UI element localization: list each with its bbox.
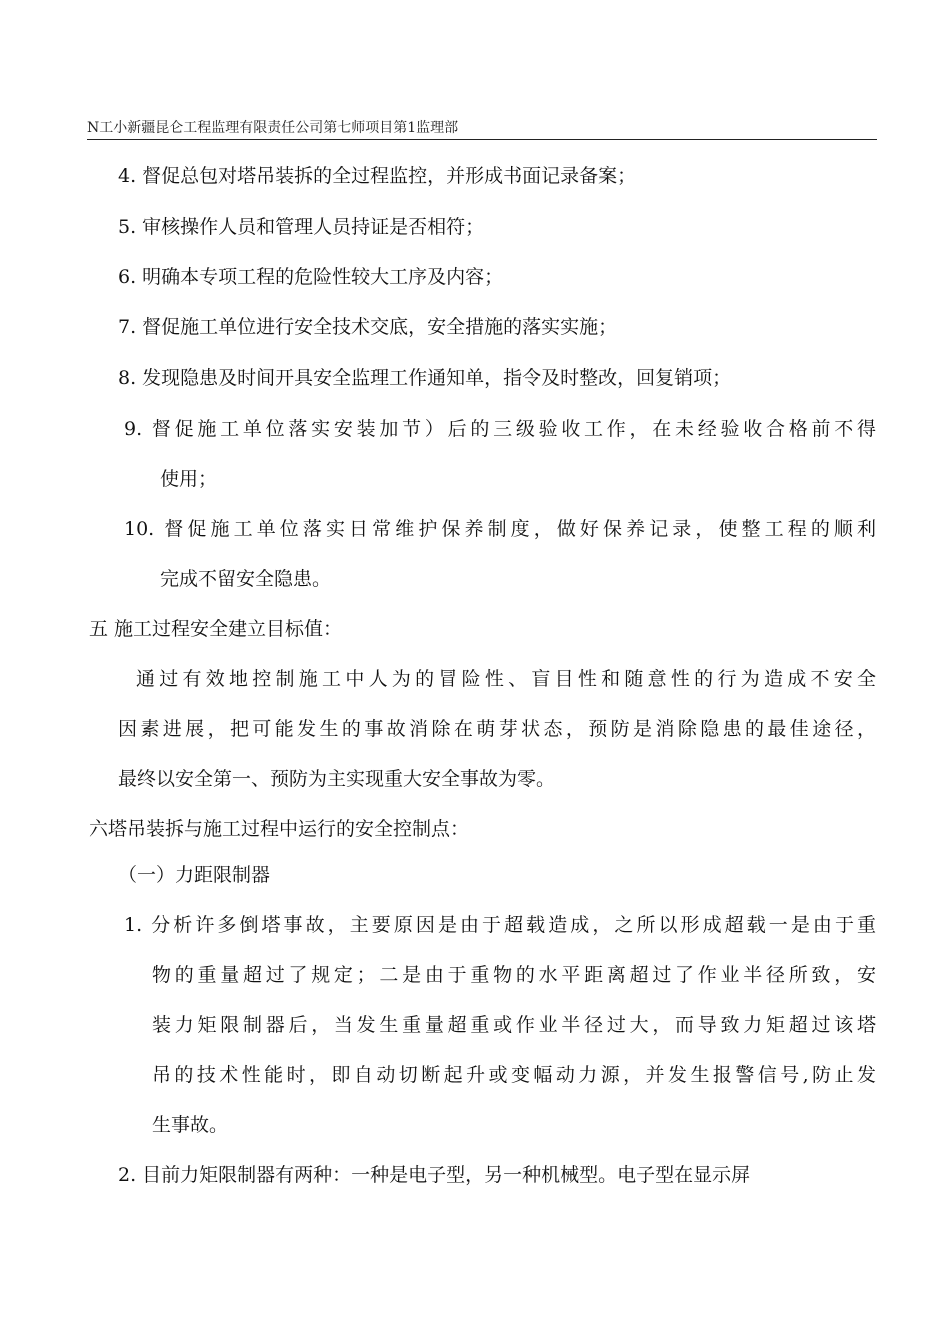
section-6-item-1-line-4: 吊的技术性能时，即自动切断起升或变幅动力源，并发生报警信号,防止发 [152,1064,876,1086]
section-6-item-1-line-3: 装力矩限制器后，当发生重量超重或作业半径过大，而导致力矩超过该塔 [152,1014,876,1036]
section-6-item-1-line-2: 物的重量超过了规定；二是由于重物的水平距离超过了作业半径所致，安 [152,964,876,986]
list-item-5: 5. 审核操作人员和管理人员持证是否相符； [118,216,485,238]
section-5-heading: 五 施工过程安全建立目标值： [89,618,343,640]
list-item-10-line-2: 完成不留安全隐患。 [160,568,332,590]
section-6-heading: 六塔吊装拆与施工过程中运行的安全控制点： [89,818,470,840]
section-5-paragraph-line-2: 因素进展，把可能发生的事故消除在萌芽状态，预防是消除隐患的最佳途径， [118,718,876,740]
section-6-item-1-line-5: 生事故。 [152,1114,229,1136]
section-6-item-1-line-1: 1. 分析许多倒塔事故，主要原因是由于超载造成，之所以形成超载一是由于重 [124,914,876,936]
section-5-paragraph-line-1: 通过有效地控制施工中人为的冒险性、盲目性和随意性的行为造成不安全 [136,668,876,690]
page-header: N工小新疆昆仑工程监理有限责任公司第七师项目第1监理部 [87,119,877,140]
list-item-10-line-1: 10. 督促施工单位落实日常维护保养制度，做好保养记录，使整工程的顺利 [124,518,876,540]
list-item-4: 4. 督促总包对塔吊装拆的全过程监控，并形成书面记录备案； [118,165,637,187]
list-item-9-line-2: 使用； [160,468,218,490]
section-6-item-2-line-1: 2. 目前力矩限制器有两种：一种是电子型，另一种机械型。电子型在显示屏 [118,1164,751,1186]
section-5-paragraph-line-3: 最终以安全第一、预防为主实现重大安全事故为零。 [118,768,556,790]
list-item-8: 8. 发现隐患及时间开具安全监理工作通知单，指令及时整改，回复销项； [118,367,732,389]
list-item-7: 7. 督促施工单位进行安全技术交底，安全措施的落实实施； [118,316,618,338]
section-6-subheading: （一）力距限制器 [118,864,271,886]
list-item-9-line-1: 9. 督促施工单位落实安装加节）后的三级验收工作，在未经验收合格前不得 [124,418,876,440]
list-item-6: 6. 明确本专项工程的危险性较大工序及内容； [118,266,504,288]
